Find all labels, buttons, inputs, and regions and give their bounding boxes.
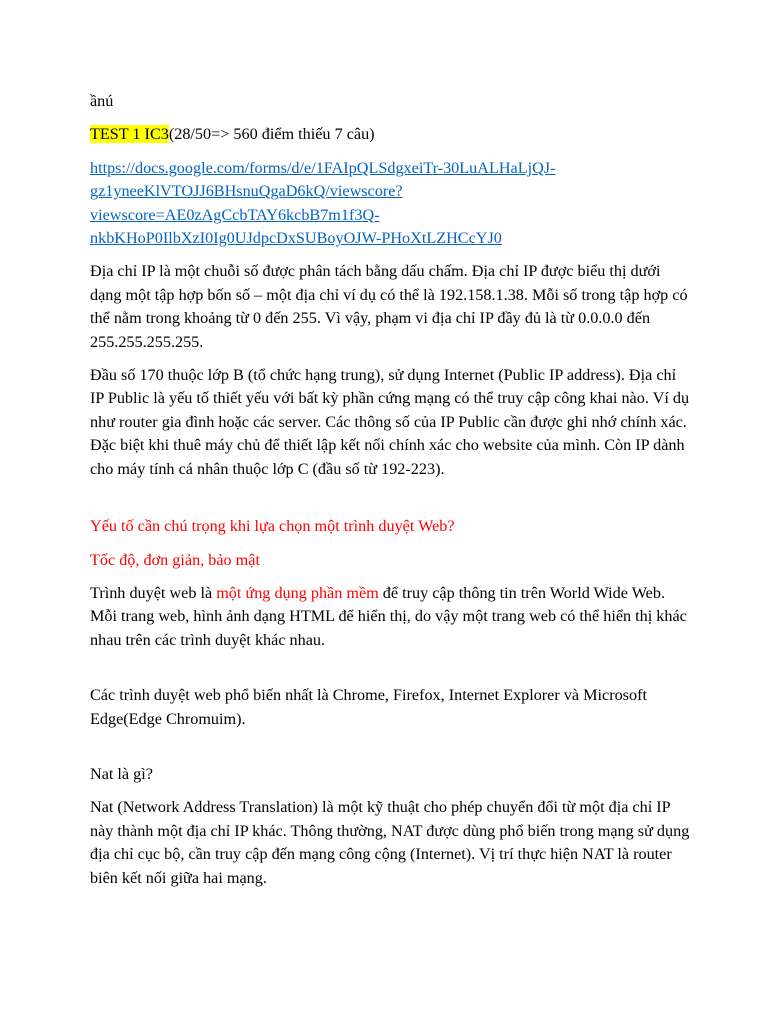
paragraph-nat: Nat (Network Address Translation) là một kỹ thuật cho phép chuyển đổi từ một địa chỉ IP này thành một địa chỉ IP khác. Thông thường, NAT được dùng phổ biến trong mạng sử dụng địa chỉ cục bộ, cần truy cập đến mạng công cộng (Internet). Vị trí thực hiện NAT là router biên kết nối giữa hai mạng. bbox=[90, 798, 690, 887]
test-score-text: (28/50=> 560 điểm thiếu 7 câu) bbox=[168, 125, 375, 144]
paragraph-class-b: Đầu số 170 thuộc lớp B (tổ chức hạng trung), sử dụng Internet (Public IP address). Địa chỉ IP Public là yếu tố thiết yếu với bất kỳ phần cứng mạng có thể truy cập công khai nào. Ví dụ như router gia đình hoặc các server. Các thông số của IP Public cần được ghi nhớ chính xác. Đặc biệt khi thuê máy chủ để thiết lập kết nối chính xác cho website của mình. Còn IP dành cho máy tính cá nhân thuộc lớp C (đầu số từ 192-223). bbox=[90, 366, 690, 478]
blank-line bbox=[90, 741, 690, 763]
browser-text-end: để truy cập thông tin trên World Wide Web. Mỗi trang web, hình ảnh dạng HTML để hiển thị, do vậy một trang web có thể hiển thị khác nhau trên các trình duyệt khác nhau. bbox=[90, 583, 687, 649]
browser-text-start: Trình duyệt web là bbox=[90, 583, 217, 602]
document-page bbox=[90, 90, 690, 900]
answer-browser: Tốc độ, đơn giản, bảo mật bbox=[90, 550, 260, 569]
blank-line bbox=[90, 662, 690, 684]
blank-line bbox=[90, 491, 690, 515]
browser-text-red: một ứng dụng phần mềm bbox=[216, 583, 379, 602]
test-title-highlight: TEST 1 IC3 bbox=[90, 125, 169, 144]
header-word: ầnú bbox=[90, 92, 114, 110]
link-line[interactable]: viewscore=AE0zAgCcbTAY6kcbB7m1f3Q- bbox=[90, 205, 380, 224]
link-line[interactable]: gz1yneeKlVTOJJ6BHsnuQgaD6kQ/viewscore? bbox=[90, 182, 403, 201]
paragraph-popular-browsers: Các trình duyệt web phổ biến nhất là Chrome, Firefox, Internet Explorer và Microsoft Edge(Edge Chromuim). bbox=[90, 686, 647, 728]
paragraph-ip-address: Địa chỉ IP là một chuỗi số được phân tách bằng dấu chấm. Địa chỉ IP được biểu thị dưới dạng một tập hợp bốn số – một địa chỉ ví dụ có thể là 192.158.1.38. Mỗi số trong tập hợp có thể nằm trong khoảng từ 0 đến 255. Vì vậy, phạm vi địa chỉ IP đầy đủ là từ 0.0.0.0 đến 255.255.255.255. bbox=[90, 262, 688, 351]
link-line[interactable]: nkbKHoP0IlbXzI0Ig0UJdpcDxSUBoyOJW-PHoXtLZHCcYJ0 bbox=[90, 229, 502, 248]
google-forms-link[interactable] bbox=[90, 157, 690, 251]
link-line[interactable]: https://docs.google.com/forms/d/e/1FAIpQLSdgxeiTr-30LuALHaLjQJ- bbox=[90, 158, 556, 177]
question-browser: Yếu tố cần chú trọng khi lựa chọn một trình duyệt Web? bbox=[90, 517, 455, 536]
test-score-line bbox=[90, 123, 690, 146]
question-nat: Nat là gì? bbox=[90, 764, 153, 783]
paragraph-browser bbox=[90, 582, 690, 652]
